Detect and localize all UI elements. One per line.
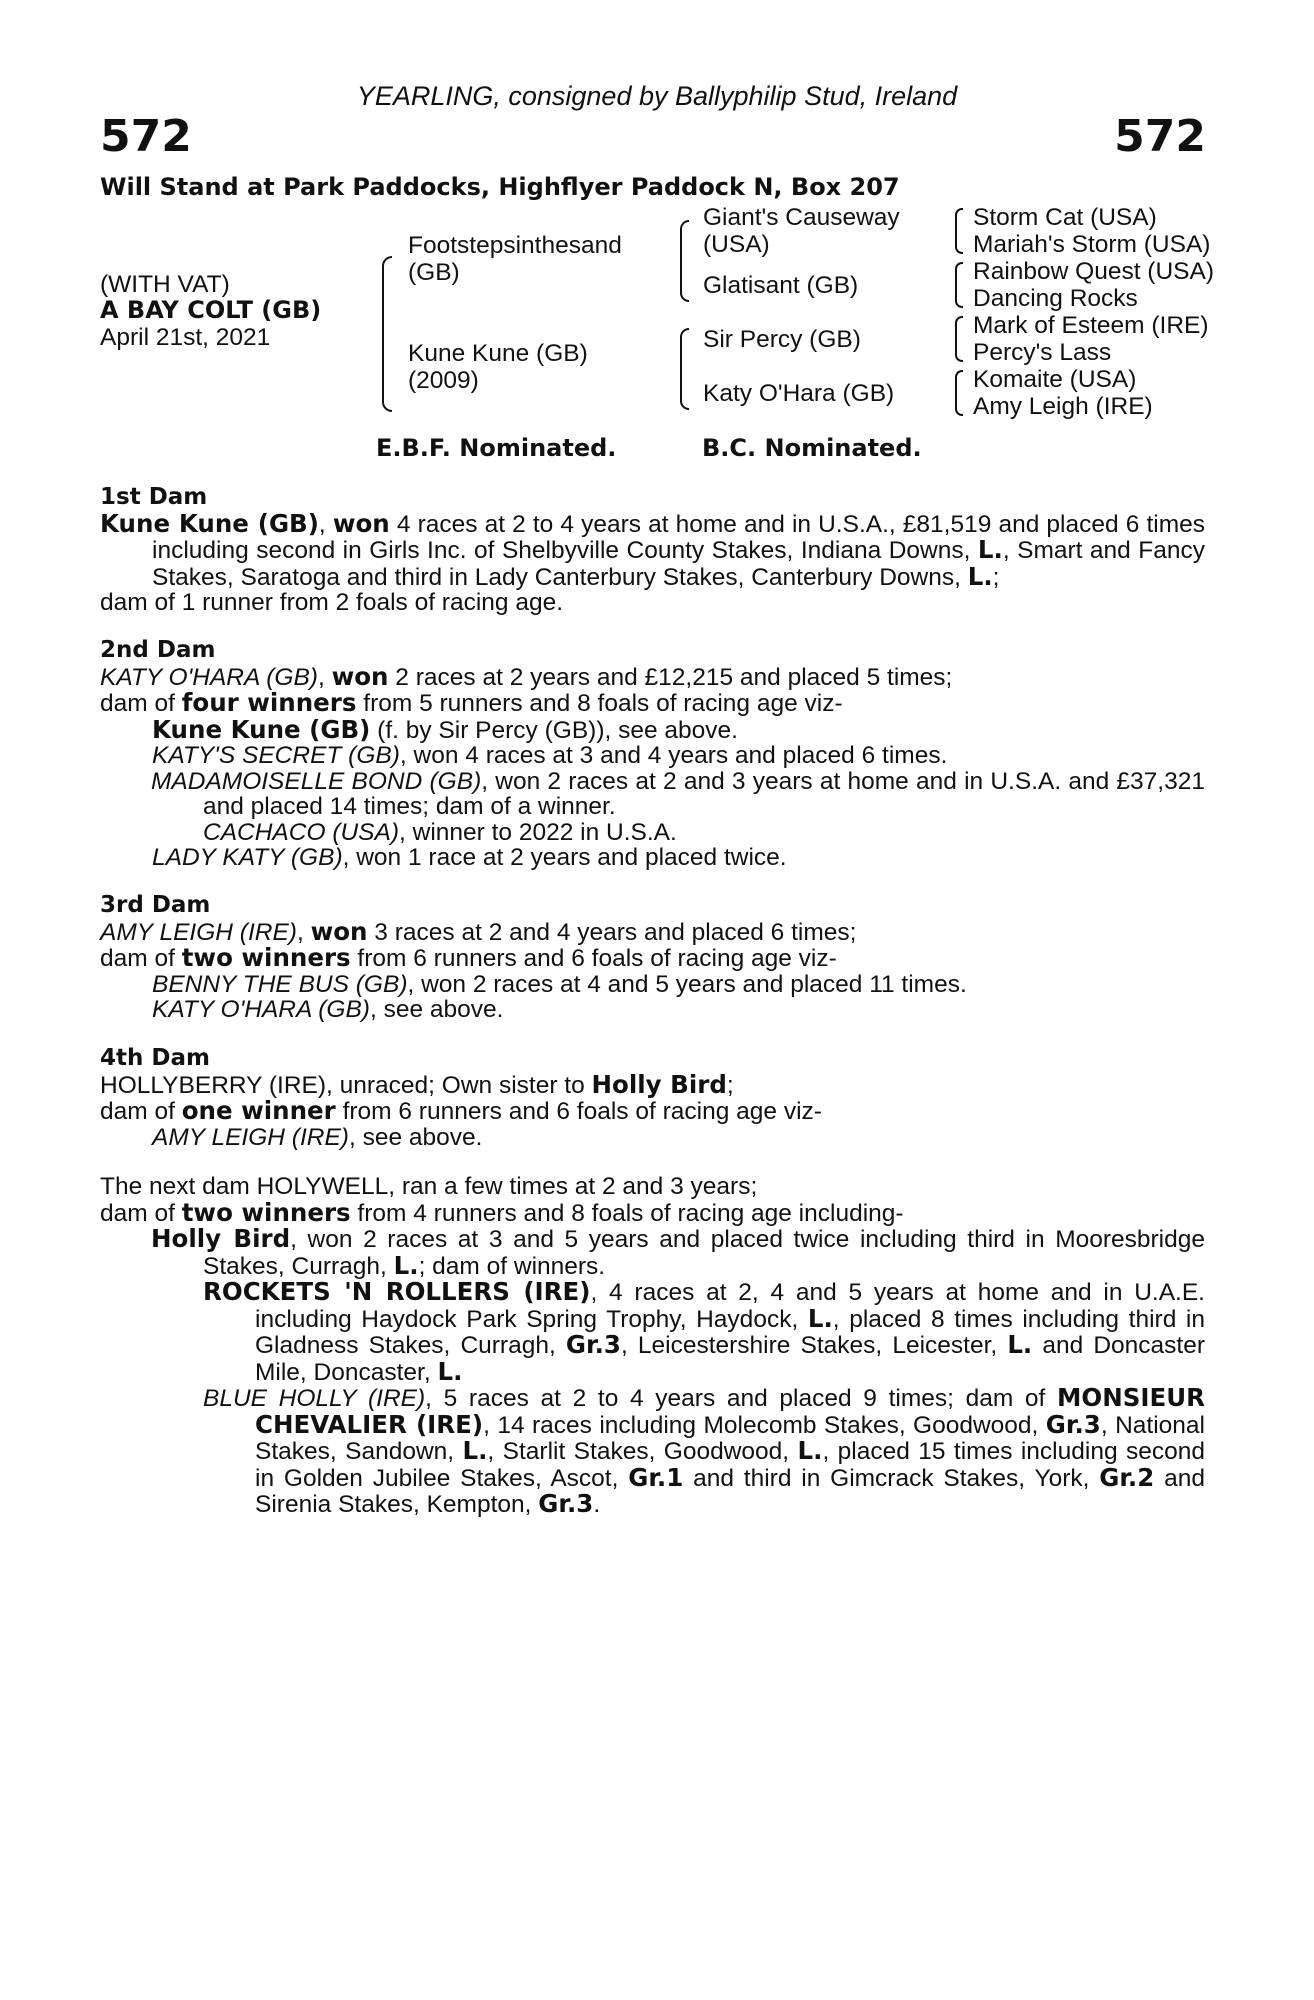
list-item: LADY KATY (GB), won 1 race at 2 years and placed twice. xyxy=(152,844,787,871)
list-item: MADAMOISELLE BOND (GB), won 2 races at 2 and 3 years at home and in U.S.A. and £37,321 and placed 14 times; dam of a winner. xyxy=(151,767,1205,820)
list-item: KATY'S SECRET (GB), won 4 races at 3 and 4 years and placed 6 times. xyxy=(152,742,948,769)
next-dam-produce: dam of two winners from 4 runners and 8 foals of racing age including- xyxy=(100,1197,904,1227)
list-item: Kune Kune (GB) (f. by Sir Percy (GB)), see above. xyxy=(152,714,738,744)
stand-location: Will Stand at Park Paddocks, Highflyer Paddock N, Box 207 xyxy=(100,173,900,201)
pedigree-dam: Kune Kune (GB) (2009) xyxy=(408,340,588,394)
brace-sire-line xyxy=(680,220,689,302)
list-item: CACHACO (USA), winner to 2022 in U.S.A. xyxy=(203,818,677,846)
pedigree-sss: Storm Cat (USA) xyxy=(973,204,1157,231)
pedigree-dam-sire: Sir Percy (GB) xyxy=(703,326,861,353)
brace-generation-1 xyxy=(382,256,392,412)
third-dam-section xyxy=(100,893,1205,1023)
second-dam-section xyxy=(100,638,1205,871)
fourth-dam-heading: 4th Dam xyxy=(100,1045,210,1071)
list-item: ROCKETS 'N ROLLERS (IRE), 4 races at 2, 4 and 5 years at home and in U.A.E. including Haydock Park Spring Trophy, Haydock, L., placed 8 times including third in Gladness Stakes, Curragh, Gr.3, Leicestershire Stakes, Leicester, L. and Doncaster Mile, Doncaster, L. xyxy=(203,1277,1206,1386)
list-item: Holly Bird, won 2 races at 3 and 5 years and placed twice including third in Mooresbridge Stakes, Curragh, L.; dam of winners. xyxy=(151,1224,1205,1280)
pedigree-dds: Komaite (USA) xyxy=(973,366,1137,393)
second-dam-record: KATY O'HARA (GB), won 2 races at 2 years and £12,215 and placed 5 times; xyxy=(100,661,953,691)
consignor-line: YEARLING, consigned by Ballyphilip Stud, Ireland xyxy=(356,81,958,111)
first-dam-section xyxy=(100,485,1205,616)
pedigree-sire-sire: Giant's Causeway (USA) xyxy=(703,204,900,258)
brace-dam-line xyxy=(680,328,689,410)
pedigree-ssd: Mariah's Storm (USA) xyxy=(973,231,1211,258)
fourth-dam-section xyxy=(100,1046,1205,1150)
third-dam-produce: dam of two winners from 6 runners and 6 foals of racing age viz- xyxy=(100,943,837,972)
brace-ss xyxy=(955,208,963,254)
ebf-nomination: E.B.F. Nominated. xyxy=(376,434,617,462)
pedigree-dss: Mark of Esteem (IRE) xyxy=(973,312,1209,339)
list-item: BENNY THE BUS (GB), won 2 races at 4 and 5 years and placed 11 times. xyxy=(152,970,967,998)
pedigree-dsd: Percy's Lass xyxy=(973,339,1112,366)
bc-nomination: B.C. Nominated. xyxy=(702,434,922,462)
brace-sd xyxy=(955,262,963,308)
first-dam-heading: 1st Dam xyxy=(100,484,208,510)
lot-number-left: 572 xyxy=(100,111,192,162)
list-item: AMY LEIGH (IRE), see above. xyxy=(152,1123,483,1151)
first-dam-record: Kune Kune (GB), won 4 races at 2 to 4 years at home and in U.S.A., £81,519 and placed 6 times including second in Girls Inc. of Shelbyville County Stakes, Indiana Downs, L., Smart and Fancy Stakes, Saratoga and third in Lady Canterbury Stakes, Canterbury Downs, L.; xyxy=(100,508,1206,591)
date-of-birth: April 21st, 2021 xyxy=(100,324,271,351)
pedigree-sds: Rainbow Quest (USA) xyxy=(973,258,1215,285)
vat-note: (WITH VAT) xyxy=(100,271,230,298)
first-dam-produce: dam of 1 runner from 2 foals of racing age. xyxy=(100,589,564,616)
next-dam-record: The next dam HOLYWELL, ran a few times at 2 and 3 years; xyxy=(100,1173,758,1200)
second-dam-heading: 2nd Dam xyxy=(100,637,216,663)
pedigree-sdd: Dancing Rocks xyxy=(973,285,1138,312)
horse-name: A BAY COLT (GB) xyxy=(100,296,322,324)
brace-dd xyxy=(955,370,963,416)
brace-ds xyxy=(955,316,963,362)
list-item: KATY O'HARA (GB), see above. xyxy=(152,996,504,1023)
pedigree-dam-dam: Katy O'Hara (GB) xyxy=(703,380,895,407)
pedigree-ddd: Amy Leigh (IRE) xyxy=(973,393,1153,420)
pedigree-sire: Footstepsinthesand (GB) xyxy=(408,232,622,286)
third-dam-heading: 3rd Dam xyxy=(100,892,211,918)
fourth-dam-record: HOLLYBERRY (IRE), unraced; Own sister to Holly Bird; xyxy=(100,1069,734,1099)
lot-number-right: 572 xyxy=(1114,111,1206,162)
next-dam-section xyxy=(100,1174,1205,1518)
list-item: BLUE HOLLY (IRE), 5 races at 2 to 4 years and placed 9 times; dam of MONSIEUR CHEVALIER (IRE), 14 races including Molecomb Stakes, Goodwood, Gr.3, National Stakes, Sandown, L., Starlit Stakes, Goodwood, L., placed 15 times including second in Golden Jubilee Stakes, Ascot, Gr.1 and third in Gimcrack Stakes, York, Gr.2 and Sirenia Stakes, Kempton, Gr.3. xyxy=(203,1383,1205,1518)
second-dam-produce: dam of four winners from 5 runners and 8 foals of racing age viz- xyxy=(100,688,843,717)
fourth-dam-produce: dam of one winner from 6 runners and 6 foals of racing age viz- xyxy=(100,1096,822,1125)
pedigree-sire-dam: Glatisant (GB) xyxy=(703,272,859,299)
third-dam-record: AMY LEIGH (IRE), won 3 races at 2 and 4 years and placed 6 times; xyxy=(100,916,857,946)
